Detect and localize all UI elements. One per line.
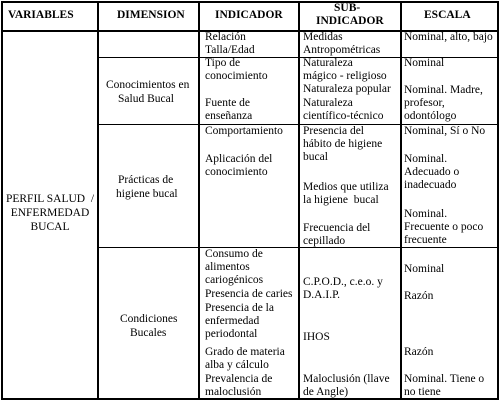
subindicador-cpod-line2: D.A.I.P. (303, 289, 341, 301)
variable-line3: BUCAL (30, 221, 70, 233)
subindicador-ihos: IHOS (303, 331, 330, 343)
divider-col-3 (298, 1, 300, 400)
subindicador-medidas-line1: Medidas (303, 31, 343, 43)
indicador-grado-line2: alba y cálculo (205, 359, 269, 371)
escala-prevalencia-line2: no tiene (404, 386, 441, 398)
escala-prevalencia-line1: Nominal. Tiene o (404, 373, 485, 385)
escala-aplicacion-line2: Adecuado o (404, 166, 460, 178)
indicador-prevalencia-line1: Prevalencia de (205, 373, 273, 385)
subindicador-medios-line2: la higiene bucal (303, 194, 379, 206)
subindicador-naturaleza-line5: científico-técnico (303, 110, 384, 122)
divider-col-4 (400, 1, 402, 400)
indicador-periodontal-line3: periodontal (205, 328, 258, 340)
escala-relacion: Nominal, alto, bajo (404, 31, 493, 43)
indicador-prevalencia-line2: maloclusión (205, 386, 262, 398)
header-variables: VARIABLES (8, 9, 74, 21)
variable-line1: PERFIL SALUD / (5, 193, 95, 205)
escala-aplicacion-line1: Nominal. (404, 153, 448, 165)
subindicador-maloclusion-line1: Maloclusión (llave (303, 373, 390, 385)
divider-col-1 (97, 1, 99, 400)
indicador-relacion-line2: Talla/Edad (205, 44, 255, 56)
indicador-tipo-line2: conocimiento (205, 70, 268, 82)
header-subindicador-line1: SUB- (334, 2, 361, 14)
dimension-practicas-line1: Prácticas de (118, 174, 174, 186)
indicador-fuente-line2: enseñanza (205, 110, 253, 122)
dimension-conocimientos-line2: Salud Bucal (118, 93, 174, 105)
border-right (497, 1, 499, 400)
indicador-aplicacion-line2: conocimiento (205, 166, 268, 178)
divider-col-2 (198, 1, 200, 400)
escala-comportamiento: Nominal, Sí o No (404, 125, 486, 137)
subindicador-cpod-line1: C.P.O.D., c.e.o. y (303, 276, 383, 288)
escala-grado: Razón (404, 346, 434, 358)
dimension-practicas-line2: higiene bucal (116, 188, 178, 200)
escala-tipo: Nominal (404, 57, 445, 69)
escala-frecuencia-line1: Nominal. (404, 208, 448, 220)
subindicador-maloclusion-line2: de Angle) (303, 386, 349, 398)
header-dimension: DIMENSION (117, 9, 185, 21)
indicador-consumo-line3: cariogénicos (205, 274, 264, 286)
indicador-caries: Presencia de caries (205, 288, 293, 300)
subindicador-habito-line1: Presencia del (303, 125, 364, 137)
indicador-relacion-line1: Relación (205, 31, 246, 43)
subindicador-frecuencia-line1: Frecuencia del (303, 222, 371, 234)
escala-fuente-line2: profesor, (404, 97, 445, 109)
subindicador-naturaleza-line2: mágico - religioso (303, 70, 387, 82)
indicador-periodontal-line1: Presencia de la (205, 302, 274, 314)
dimension-condiciones-line2: Bucales (130, 327, 167, 339)
escala-fuente-line1: Nominal. Madre, (404, 84, 483, 96)
subindicador-naturaleza-line4: Naturaleza (303, 97, 353, 109)
indicador-periodontal-line2: enfermedad (205, 315, 260, 327)
indicador-comportamiento: Comportamiento (205, 125, 283, 137)
subindicador-habito-line3: bucal (303, 151, 328, 163)
subindicador-medidas-line2: Antropométricas (303, 44, 381, 56)
indicador-grado-line1: Grado de materia (205, 346, 285, 358)
subindicador-naturaleza-line1: Naturaleza (303, 57, 353, 69)
indicador-tipo-line1: Tipo de (205, 57, 241, 69)
subindicador-naturaleza-line3: Naturaleza popular (303, 83, 391, 95)
escala-caries: Razón (404, 290, 434, 302)
escala-consumo: Nominal (404, 263, 445, 275)
subindicador-medios-line1: Medios que utiliza (303, 181, 389, 193)
border-top (1, 1, 499, 3)
variable-line2: ENFERMEDAD (10, 207, 90, 219)
dimension-condiciones-line1: Condiciones (120, 313, 178, 325)
header-indicador: INDICADOR (215, 9, 283, 21)
indicador-consumo-line2: alimentos (205, 261, 250, 273)
indicador-consumo-line1: Consumo de (205, 248, 263, 260)
indicador-aplicacion-line1: Aplicación del (205, 153, 273, 165)
header-escala: ESCALA (424, 9, 471, 21)
subindicador-frecuencia-line2: cepillado (303, 235, 346, 247)
escala-frecuencia-line3: frecuente (404, 234, 447, 246)
escala-frecuencia-line2: Frecuente o poco (404, 221, 484, 233)
escala-aplicacion-line3: inadecuado (404, 179, 457, 191)
indicador-fuente-line1: Fuente de (205, 97, 251, 109)
header-subindicador-line2: INDICADOR (316, 15, 384, 27)
subindicador-habito-line2: hábito de higiene (303, 138, 383, 150)
dimension-conocimientos-line1: Conocimientos en (106, 79, 190, 91)
escala-fuente-line3: odontólogo (404, 110, 457, 122)
